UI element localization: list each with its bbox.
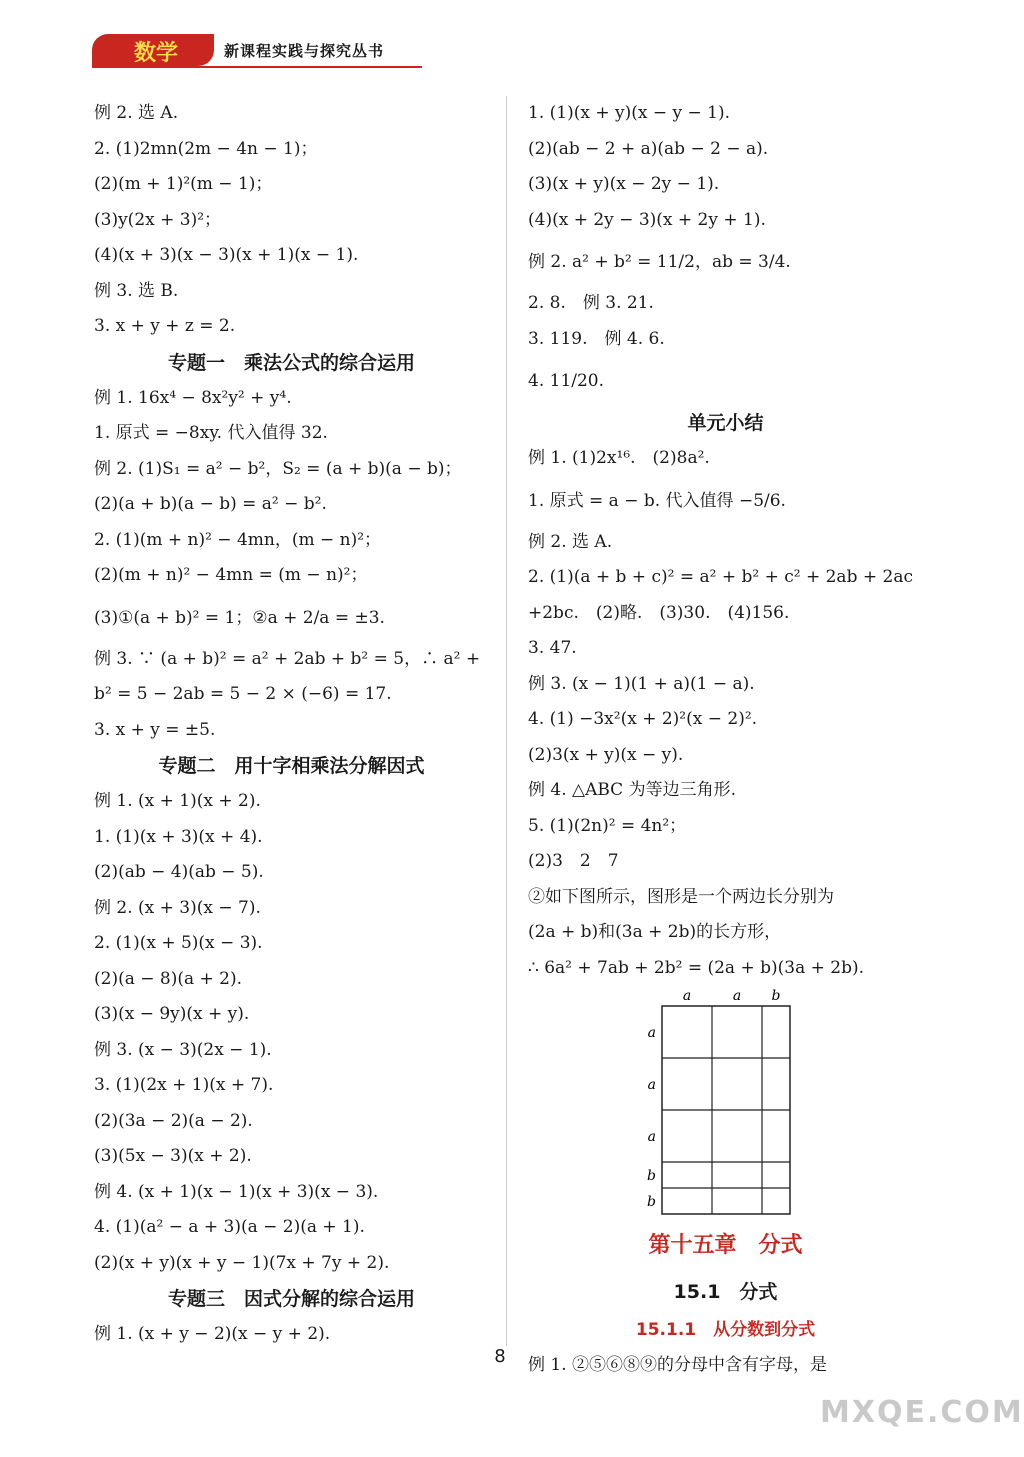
answer-line: (3)(5x − 3)(x + 2). [94, 1146, 252, 1166]
answer-line: 例 1. (x + y − 2)(x − y + 2). [94, 1324, 331, 1344]
heading-title: 单元小结 [687, 412, 764, 434]
answer-line: 3. 47. [528, 638, 577, 658]
page-number: 8 [494, 1346, 506, 1367]
side-label: b [647, 1168, 656, 1184]
answer-line: 5. (1)(2n)² = 4n²； [528, 815, 687, 836]
top-label: a [732, 988, 742, 1004]
side-label: b [647, 1194, 656, 1210]
answer-line: (2)(3a − 2)(a − 2). [94, 1110, 253, 1131]
answer-line: 2. (1)(a + b + c)² = a² + b² + c² + 2ab + 2ac [528, 567, 913, 587]
answer-line: (4)(x + 3)(x − 3)(x + 1)(x − 1). [94, 245, 359, 265]
side-label: a [647, 1077, 656, 1093]
answer-line: (2)(m + 1)²(m − 1)； [94, 174, 273, 194]
side-label: a [647, 1129, 656, 1145]
answer-line: (2)(a − 8)(a + 2). [94, 968, 243, 989]
answer-line: (3)①(a + b)² = 1；②a + 2/a = ±3. [94, 607, 385, 628]
heading-title: 专题二 用十字相乘法分解因式 [158, 755, 425, 777]
answer-line: 4. 11/20. [528, 371, 605, 391]
watermark-logo: MXQE.COM [820, 1395, 1024, 1430]
answer-line: ∴ 6a² + 7ab + 2b² = (2a + b)(3a + 2b). [528, 957, 865, 978]
rectangle-diagram-svg [638, 986, 838, 1216]
answer-line: (4)(x + 2y − 3)(x + 2y + 1). [528, 209, 766, 230]
answer-line: (3)(x + y)(x − 2y − 1). [528, 174, 720, 194]
answer-line: 1. (1)(x + y)(x − y − 1). [528, 103, 730, 123]
answer-line: 2. 8. 例 3. 21. [528, 293, 654, 313]
answer-line: +2bc. (2)略. (3)30. (4)156. [528, 602, 790, 623]
answer-line: 1. (1)(x + 3)(x + 4). [94, 826, 263, 847]
answer-line: 4. (1)(a² − a + 3)(a − 2)(a + 1). [94, 1217, 365, 1237]
answer-line: 3. (1)(2x + 1)(x + 7). [94, 1075, 274, 1095]
answer-line: 3. x + y + z = 2. [94, 316, 236, 336]
answer-line: 1. 原式 = −8xy. 代入值得 32. [94, 423, 328, 443]
answer-line: b² = 5 − 2ab = 5 − 2 × (−6) = 17. [94, 684, 392, 704]
answer-line: (2)3(x + y)(x − y). [528, 744, 684, 765]
answer-line: 3. x + y = ±5. [94, 719, 216, 740]
answer-line: (2)3 2 7 [528, 851, 619, 871]
answer-line: (2)(ab − 4)(ab − 5). [94, 862, 264, 882]
heading-title: 专题一 乘法公式的综合运用 [167, 351, 415, 374]
answer-line: 例 4. △ABC 为等边三角形. [528, 780, 737, 800]
answer-line: (3)(x − 9y)(x + y). [94, 1004, 250, 1024]
answer-line: 例 4. (x + 1)(x − 1)(x + 3)(x − 3). [94, 1181, 379, 1202]
answer-line: 例 2. a² + b² = 11/2，ab = 3/4. [528, 252, 791, 272]
answer-line: 例 3. (x − 1)(1 + a)(1 − a). [528, 673, 755, 694]
column-divider [506, 96, 507, 1346]
answer-line: 例 3. ∵ (a + b)² = a² + 2ab + b² = 5，∴ a² + [94, 648, 481, 669]
subject-label: 数学 [134, 41, 179, 66]
answer-line: (2a + b)和(3a + 2b)的长方形， [528, 922, 782, 942]
answer-line: 例 1. (1)2x¹⁶. (2)8a². [528, 448, 710, 468]
answer-line: (3)y(2x + 3)²； [94, 209, 222, 230]
series-title: 新课程实践与探究丛书 [224, 42, 385, 60]
answer-line: 例 1. 16x⁴ − 8x²y² + y⁴. [94, 387, 292, 408]
answer-line: 1. 原式 = a − b. 代入值得 −5/6. [528, 490, 786, 511]
page-header [92, 32, 422, 68]
subject-badge [92, 34, 214, 66]
answer-line: 例 2. 选 A. [528, 531, 613, 552]
answer-line: 例 3. (x − 3)(2x − 1). [94, 1039, 272, 1060]
top-label: b [771, 988, 781, 1004]
answer-line: 例 2. 选 A. [94, 103, 179, 123]
header-rule [92, 66, 422, 68]
subsection-title: 15.1.1 从分数到分式 [635, 1320, 816, 1340]
answer-line: 4. (1) −3x²(x + 2)²(x − 2)². [528, 709, 758, 729]
answer-line: 2. (1)(m + n)² − 4mn，(m − n)²； [94, 529, 382, 550]
answer-line: (2)(a + b)(a − b) = a² − b². [94, 494, 327, 514]
answer-line: 例 2. (1)S₁ = a² − b²，S₂ = (a + b)(a − b)； [94, 458, 462, 479]
answer-line: 例 2. (x + 3)(x − 7). [94, 897, 261, 918]
side-label: a [647, 1025, 656, 1041]
answer-line: (2)(m + n)² − 4mn = (m − n)²； [94, 565, 368, 585]
answer-line: ②如下图所示，图形是一个两边长分别为 [528, 886, 834, 907]
right-column [528, 96, 923, 1384]
answer-line: (2)(ab − 2 + a)(ab − 2 − a). [528, 138, 769, 159]
answer-line: 3. 119. 例 4. 6. [528, 328, 665, 349]
chapter-title: 第十五章 分式 [648, 1233, 803, 1258]
answer-line: 例 1. ②⑤⑥⑧⑨的分母中含有字母，是 [528, 1355, 828, 1375]
answer-line: 2. (1)2mn(2m − 4n − 1)； [94, 138, 318, 159]
heading-title: 专题三 因式分解的综合运用 [167, 1288, 415, 1310]
answer-line: (2)(x + y)(x + y − 1)(7x + 7y + 2). [94, 1252, 390, 1273]
left-column [94, 96, 489, 1353]
answer-line: 2. (1)(x + 5)(x − 3). [94, 933, 263, 953]
rectangle-diagram [528, 986, 923, 1220]
section-title: 15.1 分式 [673, 1281, 778, 1303]
top-label: a [682, 988, 692, 1004]
answer-line: 例 3. 选 B. [94, 280, 179, 301]
answer-line: 例 1. (x + 1)(x + 2). [94, 791, 261, 811]
